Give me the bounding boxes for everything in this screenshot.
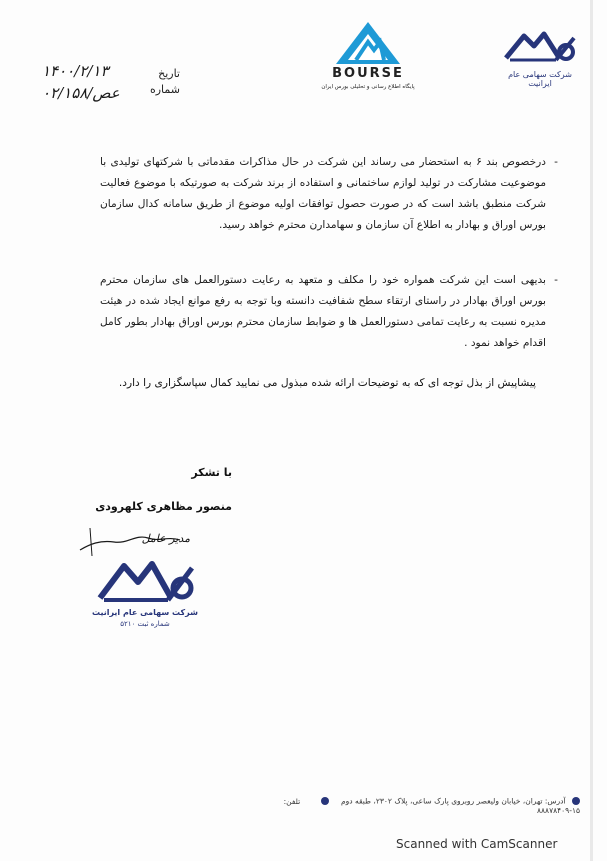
bourse-logo-word: BOURSE [332,66,404,81]
closing-line: پیشاپیش از بذل توجه ای که به توضیحات ارائه شده مبذول می نمایید کمال سپاسگزاری را دارد. [118,377,536,389]
page-edge [590,0,593,861]
signer-title: مدیر عامل [141,532,190,545]
footer-phone: تلفن: ۱۵-۸۸۸۷۸۴۰۹ [283,796,580,815]
scanner-watermark: Scanned with CamScanner [396,837,558,851]
footer-bullet-icon [572,797,580,805]
stamp-registration: شماره ثبت ۵۲۱۰ [120,620,170,628]
date-value: ۱۴۰۰/۲/۱۳ [42,62,109,80]
bullet-dash: - [554,156,558,168]
bourse-triangle-icon [318,20,418,68]
footer-bullet-icon [321,797,329,805]
thanks-line: با تشکر [191,466,232,479]
stamp-company-name: شرکت سهامی عام ایرانیت [91,608,199,617]
paragraph-1-text: درخصوص بند ۶ به استحضار می رساند این شرکت در حال مذاکرات مقدماتی با شرکتهای تولیدی با موضوعیت مشارکت در تولید لوازم ساختمانی و استفاده از برند شرکت به صورتیکه با موضوع فعالیت شرکت منطبق باشد است که در صورت حصول توافقات اولیه موضوع از طریق سامانه کدال سازمان بورس اوراق و بهادار به اطلاع آن سازمان و سهامدارن محترم خواهد رسید. [100,156,546,231]
bourse-logo-subtitle: پایگاه اطلاع رسانی و تحلیلی بورس ایران [321,84,415,90]
company-stamp [90,552,200,632]
letter-footer [240,796,580,815]
meta-values [42,60,132,104]
stamp-logo-icon [90,552,200,608]
number-label: شماره [149,83,180,96]
meta-labels [128,66,180,98]
iranit-logo-icon [500,26,580,70]
signer-name: منصور مظاهری کلهرودی [95,500,232,513]
number-value: ع‍ص/۰۲/۱۵۸ [42,84,120,102]
bullet-dash: - [554,274,558,286]
footer-address: آدرس: تهران، خیابان ولیعصر روبروی پارک ساعی، پلاک ۲۳۰۲، طبقه دوم [340,796,566,806]
paragraph-2-text: بدیهی است این شرکت همواره خود را مکلف و متعهد به رعایت دستورالعمل های سازمان محترم بورس اوراق بهادار در راستای ارتقاء سطح شفافیت دانسته وبا توجه به رفع موانع ایجاد شده در هیئت مدیره نسبت به رعایت تمامی دستورالعمل ها و ضوابط سازمان محترم بورس اوراق بهادار بطور کامل اقدام خواهد نمود . [100,274,546,349]
date-label: تاریخ [158,67,180,80]
company-logo-text: شرکت سهامی عام ایرانیت [508,70,572,88]
paragraph-1 [100,152,558,236]
bourse-logo [318,20,418,100]
paragraph-2 [100,270,558,354]
company-logo [500,26,580,86]
